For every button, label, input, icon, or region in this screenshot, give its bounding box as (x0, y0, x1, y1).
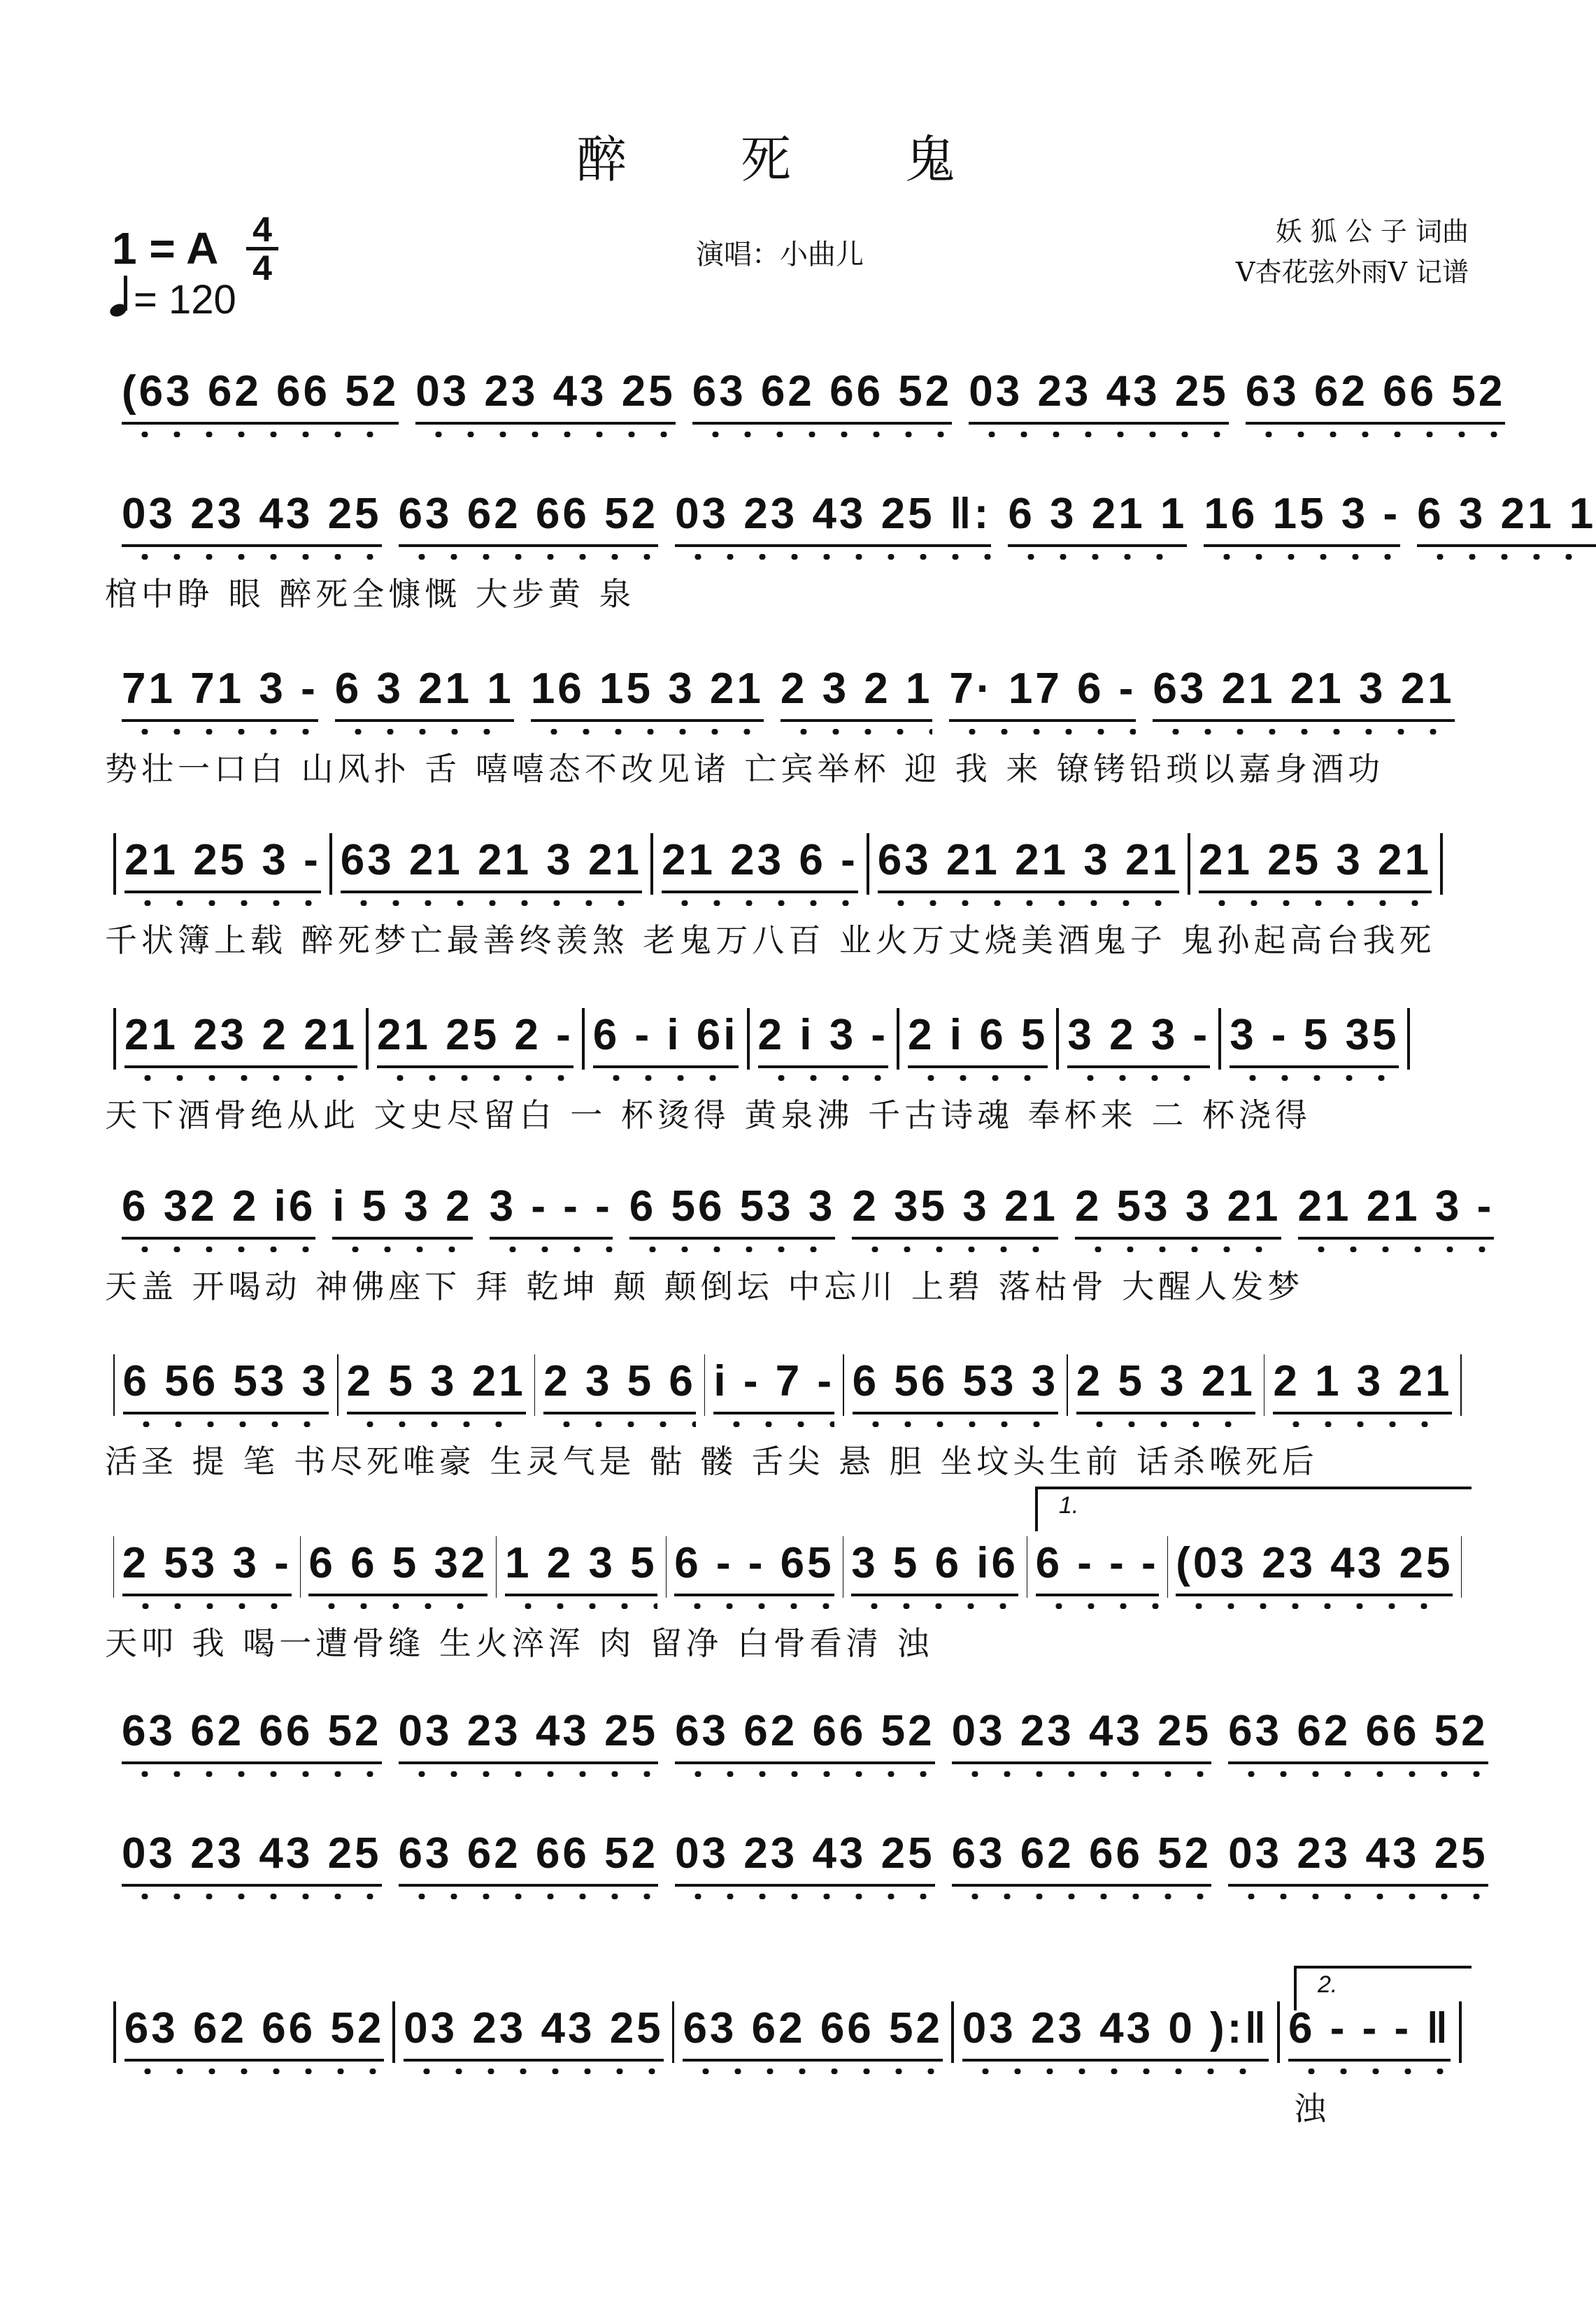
barline (1277, 2001, 1280, 2063)
measure: 6 - - 65 (674, 1538, 834, 1596)
tempo-marking (108, 276, 236, 323)
measure: 03 23 43 25 (415, 367, 676, 425)
barline (113, 1354, 115, 1416)
measure: 7· 17 6 - (949, 664, 1136, 722)
singer-credit: 演唱：小曲儿 (696, 239, 864, 271)
measure: 03 23 43 25 (122, 489, 382, 547)
barline (300, 1536, 301, 1598)
transcriber: V杏花弦外雨V 记谱 (1236, 257, 1469, 288)
barline (113, 833, 116, 895)
volta-number: 2. (1318, 1971, 1338, 1998)
lyrics-line: 天叩 我 喝一遭骨缝 生火淬浑 肉 留净 白骨看清 浊 (105, 1624, 934, 1662)
measure: 6 56 53 3 (853, 1356, 1059, 1414)
barline (843, 1354, 844, 1416)
measure: 71 71 3 - (122, 664, 318, 722)
barline (113, 1008, 116, 1070)
measure: 03 23 43 0 ):‖ (962, 2003, 1269, 2062)
measure: 2 35 3 21 (852, 1182, 1058, 1240)
barline (1461, 1536, 1462, 1598)
measure: 03 23 43 25 (1228, 1829, 1488, 1887)
barline (496, 1536, 497, 1598)
barline (337, 1354, 339, 1416)
barline (951, 2001, 954, 2063)
notation-line (105, 1805, 1488, 1910)
measure: 03 23 43 25 (404, 2003, 664, 2062)
barline (1407, 1008, 1410, 1070)
measure: (63 62 66 52 (122, 367, 399, 425)
barline (672, 2001, 675, 2063)
measure: 63 62 66 52 (122, 1706, 382, 1764)
measure: 21 25 2 - (377, 1010, 573, 1068)
measure: 63 62 66 52 (683, 2003, 943, 2062)
measure: 2 i 6 5 (908, 1010, 1048, 1068)
measure: 6 - i 6i (593, 1010, 739, 1068)
barline (1218, 1008, 1221, 1070)
lyrics-line: 天盖 开喝动 神佛座下 拜 乾坤 颠 颠倒坛 中忘川 上碧 落枯骨 大醒人发梦 (105, 1268, 1304, 1305)
measure: 63 62 66 52 (692, 367, 953, 425)
measure: 6 - - - (1036, 1538, 1159, 1596)
barline (329, 833, 332, 895)
barline (113, 1536, 114, 1598)
barline (392, 2001, 395, 2063)
measure: 2 53 3 - (122, 1538, 292, 1596)
tempo-value: = 120 (134, 277, 236, 322)
volta-bracket (1294, 1966, 1472, 2010)
barline (1056, 1008, 1059, 1070)
measure: 21 25 3 21 (1199, 835, 1432, 893)
lyrics-line: 千状簿上载 醉死梦亡最善终羡煞 老鬼万八百 业火万丈烧美酒鬼子 鬼孙起高台我死 (105, 921, 1436, 959)
barline (582, 1008, 585, 1070)
barline (897, 1008, 899, 1070)
measure: 16 15 3 - (1204, 489, 1400, 547)
measure: 63 62 66 52 (675, 1706, 935, 1764)
measure: 6 3 21 1 (1008, 489, 1187, 547)
measure: 21 23 6 - (662, 835, 858, 893)
notation-line (105, 1158, 1495, 1263)
lyrics-line (105, 1908, 1470, 1964)
barline (747, 1008, 750, 1070)
measure: 3 2 3 - (1067, 1010, 1210, 1068)
measure: i - 7 - (713, 1356, 834, 1414)
measure: 63 62 66 52 (124, 2003, 385, 2062)
credits (1236, 211, 1469, 292)
measure: 21 23 2 21 (124, 1010, 357, 1068)
measure: 6 - - - ‖ (1288, 2003, 1451, 2062)
measure: 16 15 3 21 (531, 664, 764, 722)
measure: 03 23 43 25 (399, 1706, 659, 1764)
measure: i 5 3 2 (332, 1182, 472, 1240)
time-signature-top: 4 (252, 210, 272, 249)
barline (1460, 1354, 1462, 1416)
measure: 6 3 21 1 (335, 664, 514, 722)
notation-line (105, 465, 1596, 570)
song-title: 醉 死 鬼 (576, 130, 1004, 189)
measure: 63 62 66 52 (1246, 367, 1506, 425)
measure: 63 21 21 3 21 (341, 835, 642, 893)
barline (1264, 1354, 1265, 1416)
measure: 2 1 3 21 (1273, 1356, 1452, 1414)
measure: 2 5 3 21 (347, 1356, 526, 1414)
notation-line (105, 1980, 1470, 2085)
time-signature (246, 210, 278, 288)
barline (1167, 1536, 1168, 1598)
measure: 2 3 2 1 (781, 664, 933, 722)
measure: 3 - 5 35 (1230, 1010, 1399, 1068)
measure: 03 23 43 25 (122, 1829, 382, 1887)
notation-line (105, 811, 1470, 916)
measure: 21 21 3 - (1298, 1182, 1495, 1240)
measure: 3 - - - (490, 1182, 613, 1240)
notation-line (105, 343, 1506, 448)
measure: 03 23 43 25 ‖: (675, 489, 991, 547)
lyrics-line: 浊 (1294, 2090, 1330, 2127)
measure: 03 23 43 25 (969, 367, 1229, 425)
measure: 2 5 3 21 (1076, 1356, 1255, 1414)
measure: 2 3 5 6 (543, 1356, 696, 1414)
measure: 6 56 53 3 (123, 1356, 329, 1414)
measure: 63 62 66 52 (952, 1829, 1212, 1887)
measure: 63 21 21 3 21 (878, 835, 1179, 893)
measure: 2 i 3 - (758, 1010, 889, 1068)
barline (1459, 2001, 1462, 2063)
measure: 03 23 43 25 (952, 1706, 1212, 1764)
volta-bracket (1035, 1487, 1472, 1531)
barline (113, 2001, 116, 2063)
measure: 6 32 2 i6 (122, 1182, 315, 1240)
barline (704, 1354, 706, 1416)
barline (666, 1536, 667, 1598)
lyrics-line: 棺中睁 眼 醉死全慷慨 大步黄 泉 (105, 575, 636, 613)
notation-line (105, 640, 1470, 745)
measure: (03 23 43 25 (1176, 1538, 1453, 1596)
measure: 63 21 21 3 21 (1153, 664, 1454, 722)
key-signature: 1 = A (112, 223, 219, 274)
measure: 63 62 66 52 (399, 489, 659, 547)
measure: 63 62 66 52 (399, 1829, 659, 1887)
notation-line (105, 1333, 1470, 1438)
barline (366, 1008, 369, 1070)
barline (1067, 1354, 1068, 1416)
measure: 6 6 5 32 (308, 1538, 487, 1596)
quarter-note-icon (108, 278, 134, 318)
notation-line (105, 986, 1470, 1091)
lyrics-line: 势壮一口白 山风扑 舌 嘻嘻态不改见诸 亡宾举杯 迎 我 来 镣铐铅琐以嘉身酒功 (105, 750, 1384, 788)
lyrics-line: 活圣 提 笔 书尽死唯豪 生灵气是 骷 髅 舌尖 悬 胆 坐坟头生前 话杀喉死后 (105, 1442, 1318, 1480)
measure: 03 23 43 25 (675, 1829, 935, 1887)
measure: 63 62 66 52 (1228, 1706, 1488, 1764)
volta-number: 1. (1059, 1492, 1079, 1519)
barline (867, 833, 869, 895)
notation-line (105, 1682, 1488, 1787)
measure: 3 5 6 i6 (851, 1538, 1018, 1596)
time-signature-bottom: 4 (252, 248, 272, 288)
barline (534, 1354, 536, 1416)
measure: 1 2 3 5 (505, 1538, 657, 1596)
lyrics-line: 天下酒骨绝从此 文史尽留白 一 杯烫得 黄泉沸 千古诗魂 奉杯来 二 杯浇得 (105, 1096, 1311, 1134)
measure: 6 56 53 3 (629, 1182, 836, 1240)
barline (650, 833, 653, 895)
measure: 6 3 21 1 (1417, 489, 1596, 547)
lyricist-composer: 妖 狐 公 子 词曲 (1275, 216, 1469, 247)
measure: 21 25 3 - (124, 835, 321, 893)
measure: 2 53 3 21 (1075, 1182, 1281, 1240)
barline (1188, 833, 1190, 895)
barline (1440, 833, 1443, 895)
